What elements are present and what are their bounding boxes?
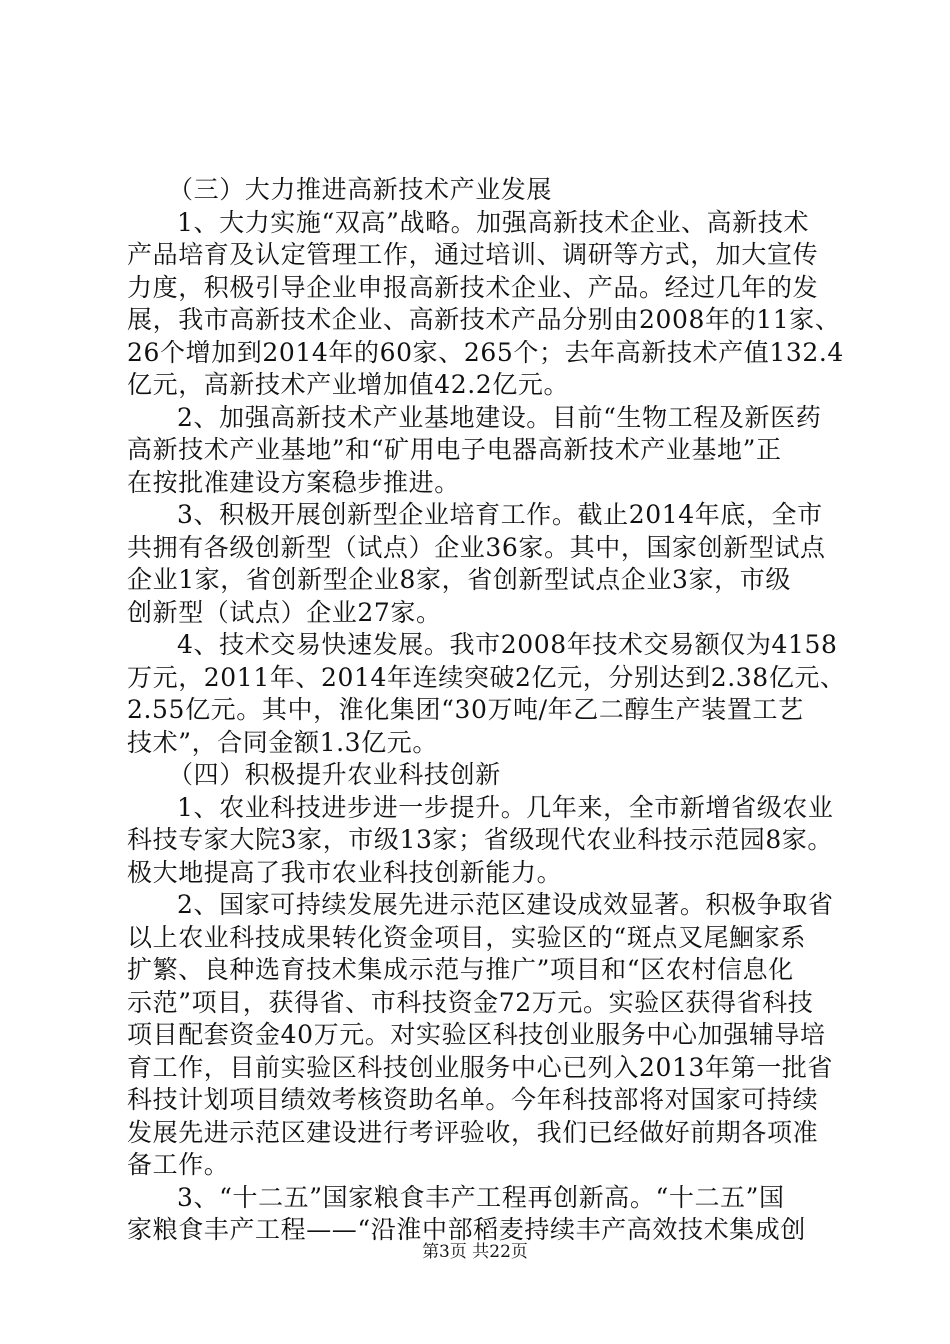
paragraph-line: 2、加强高新技术产业基地建设。目前“生物工程及新医药 [177, 402, 822, 432]
paragraph-line: 创新型（试点）企业27家。 [127, 597, 442, 627]
paragraph-line: 项目配套资金40万元。对实验区科技创业服务中心加强辅导培 [127, 1020, 826, 1049]
paragraph-line: 发展先进示范区建设进行考评验收，我们已经做好前期各项准 [127, 1117, 819, 1147]
paragraph-line: 科技计划项目绩效考核资助名单。今年科技部将对国家可持续 [127, 1085, 819, 1114]
paragraph-line: 力度，积极引导企业申报高新技术企业、产品。经过几年的发 [127, 272, 819, 302]
section-heading-3: （三）大力推进高新技术产业发展 [168, 175, 553, 204]
paragraph-line: 3、“十二五”国家粮食丰产工程再创新高。“十二五”国 [177, 1182, 785, 1212]
paragraph-line: 企业1家，省创新型企业8家，省创新型试点企业3家，市级 [127, 565, 791, 594]
paragraph-line: 示范”项目，获得省、市科技资金72万元。实验区获得省科技 [127, 987, 814, 1017]
paragraph-line: 备工作。 [127, 1150, 230, 1179]
paragraph-line: 在按批准建设方案稳步推进。 [127, 467, 460, 497]
paragraph-line: 家粮食丰产工程——“沿淮中部稻麦持续丰产高效技术集成创 [127, 1215, 806, 1244]
paragraph-line: 2.55亿元。其中，淮化集团“30万吨/年乙二醇生产装置工艺 [127, 695, 804, 724]
paragraph-line: 扩繁、良种选育技术集成示范与推广”项目和“区农村信息化 [127, 955, 794, 984]
paragraph-line: 2、国家可持续发展先进示范区建设成效显著。积极争取省 [177, 890, 834, 919]
paragraph-line: 技术”，合同金额1.3亿元。 [127, 727, 438, 757]
paragraph-line: 26个增加到2014年的60家、265个；去年高新技术产值132.4 [127, 337, 844, 367]
paragraph-line: 高新技术产业基地”和“矿用电子电器高新技术产业基地”正 [127, 435, 782, 464]
paragraph-line: 以上农业科技成果转化资金项目，实验区的“斑点叉尾鮰家系 [127, 922, 806, 952]
paragraph-line: 科技专家大院3家，市级13家；省级现代农业科技示范园8家。 [127, 825, 834, 854]
paragraph-line: 展，我市高新技术企业、高新技术产品分别由2008年的11家、 [127, 305, 841, 334]
paragraph-line: 4、技术交易快速发展。我市2008年技术交易额仅为4158 [177, 630, 838, 659]
paragraph-line: 亿元，高新技术产业增加值42.2亿元。 [127, 370, 570, 399]
paragraph-line: 极大地提高了我市农业科技创新能力。 [127, 857, 563, 887]
paragraph-line: 万元，2011年、2014年连续突破2亿元，分别达到2.38亿元、 [127, 662, 846, 692]
paragraph-line: 育工作，目前实验区科技创业服务中心已列入2013年第一批省 [127, 1052, 834, 1082]
page-footer: 第3页 共22页 [422, 1242, 528, 1262]
paragraph-line: 1、农业科技进步进一步提升。几年来，全市新增省级农业 [177, 792, 834, 822]
section-heading-4: （四）积极提升农业科技创新 [168, 760, 501, 789]
paragraph-line: 1、大力实施“双高”战略。加强高新技术企业、高新技术 [177, 207, 810, 237]
paragraph-line: 共拥有各级创新型（试点）企业36家。其中，国家创新型试点 [127, 532, 826, 562]
paragraph-line: 3、积极开展创新型企业培育工作。截止2014年底，全市 [177, 500, 823, 529]
paragraph-line: 产品培育及认定管理工作，通过培训、调研等方式，加大宣传 [127, 240, 819, 269]
